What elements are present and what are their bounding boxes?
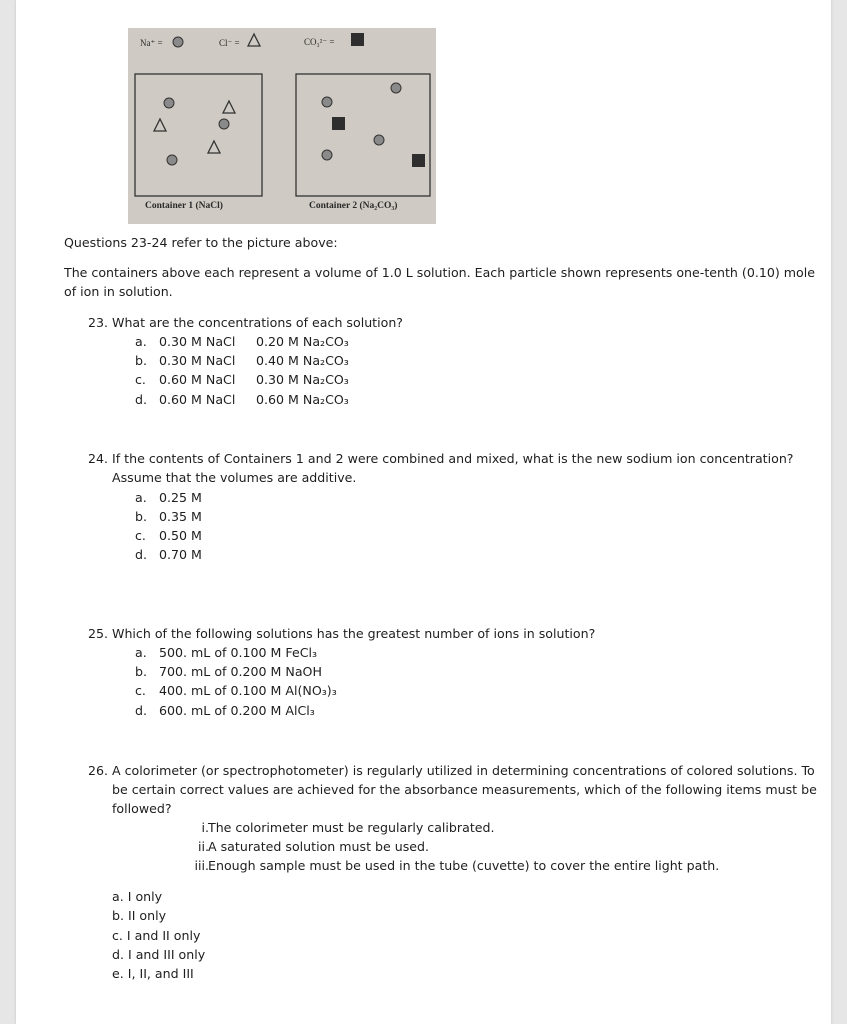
carbonate-ion-icon [332, 117, 345, 130]
q23-option-letter: b. [135, 353, 147, 368]
q24-option-text: 0.70 M [159, 547, 202, 562]
question-25-text: Which of the following solutions has the greatest number of ions in solution? [112, 626, 596, 641]
q26-option: c. I and II only [112, 928, 201, 943]
question-25-number: 25. [88, 626, 109, 641]
q23-option-na2co3: 0.60 M Na₂CO₃ [256, 392, 349, 407]
chloride-ion-icon [223, 101, 235, 113]
container-1-box [135, 74, 262, 196]
sodium-ion-icon [164, 98, 174, 108]
question-24-text-line-1: If the contents of Containers 1 and 2 were combined and mixed, what is the new sodium ion concentration? [112, 451, 794, 466]
sodium-ion-icon [322, 150, 332, 160]
legend-cl-label: Cl⁻ = [219, 38, 240, 48]
q26-item-text: A saturated solution must be used. [208, 839, 430, 854]
question-26-text-line-2: be certain correct values are achieved for the absorbance measurements, which of the following items must be [112, 782, 817, 797]
q24-option-letter: b. [135, 509, 147, 524]
q26-item-numeral: i. [201, 820, 209, 835]
intro-paragraph-line-2: of ion in solution. [64, 284, 173, 299]
containers-diagram [128, 28, 436, 224]
q26-option: d. I and III only [112, 947, 206, 962]
q25-option-text: 500. mL of 0.100 M FeCl₃ [159, 645, 318, 660]
q24-option-text: 0.25 M [159, 490, 202, 505]
q26-option: b. II only [112, 908, 167, 923]
sodium-ion-icon [391, 83, 401, 93]
q24-option-text: 0.35 M [159, 509, 202, 524]
sodium-ion-icon [219, 119, 229, 129]
sodium-ion-icon [322, 97, 332, 107]
q23-option-na2co3: 0.40 M Na₂CO₃ [256, 353, 349, 368]
sodium-ion-legend-icon [173, 37, 183, 47]
q23-option-nacl: 0.30 M NaCl [159, 334, 236, 349]
sodium-ion-icon [167, 155, 177, 165]
question-23-text: What are the concentrations of each solution? [112, 315, 403, 330]
chloride-ion-icon [154, 119, 166, 131]
q23-option-nacl: 0.30 M NaCl [159, 353, 236, 368]
q25-option-letter: b. [135, 664, 147, 679]
q25-option-text: 700. mL of 0.200 M NaOH [159, 664, 322, 679]
q24-option-letter: c. [135, 528, 146, 543]
sodium-ion-icon [374, 135, 384, 145]
q24-option-letter: a. [135, 490, 147, 505]
chloride-ion-legend-icon [248, 34, 260, 46]
document-page [16, 0, 831, 1024]
q25-option-letter: a. [135, 645, 147, 660]
q25-option-letter: c. [135, 683, 146, 698]
question-23-number: 23. [88, 315, 109, 330]
q23-option-nacl: 0.60 M NaCl [159, 372, 236, 387]
q26-item-numeral: iii. [194, 858, 209, 873]
q25-option-text: 400. mL of 0.100 M Al(NO₃)₃ [159, 683, 337, 698]
question-24-text-line-2: Assume that the volumes are additive. [112, 470, 357, 485]
container-2-box [296, 74, 430, 196]
q23-option-na2co3: 0.30 M Na₂CO₃ [256, 372, 349, 387]
legend-co3-label: CO₃²⁻ = [304, 37, 335, 47]
container-1-label: Container 1 (NaCl) [145, 201, 223, 211]
chloride-ion-icon [208, 141, 220, 153]
q24-option-letter: d. [135, 547, 147, 562]
question-26-number: 26. [88, 763, 109, 778]
carbonate-ion-legend-icon [351, 33, 364, 46]
q23-option-letter: c. [135, 372, 146, 387]
q25-option-text: 600. mL of 0.200 M AlCl₃ [159, 703, 315, 718]
q26-item-text: The colorimeter must be regularly calibrated. [208, 820, 495, 835]
container-2-label: Container 2 (Na₂CO₃) [309, 201, 398, 211]
q23-option-letter: d. [135, 392, 147, 407]
intro-paragraph-line-1: The containers above each represent a volume of 1.0 L solution. Each particle shown represents one-tenth (0.10) mole [64, 265, 815, 280]
q26-item-numeral: ii. [197, 839, 209, 854]
carbonate-ion-icon [412, 154, 425, 167]
questions-heading: Questions 23-24 refer to the picture above: [64, 235, 338, 250]
q26-option: e. I, II, and III [112, 966, 194, 981]
q26-option: a. I only [112, 889, 163, 904]
question-26-text-line-3: followed? [112, 801, 172, 816]
q24-option-text: 0.50 M [159, 528, 202, 543]
question-24-number: 24. [88, 451, 109, 466]
q26-item-text: Enough sample must be used in the tube (cuvette) to cover the entire light path. [208, 858, 720, 873]
question-26-text-line-1: A colorimeter (or spectrophotometer) is regularly utilized in determining concentrations of colored solutions. To [112, 763, 815, 778]
q23-option-na2co3: 0.20 M Na₂CO₃ [256, 334, 349, 349]
q23-option-nacl: 0.60 M NaCl [159, 392, 236, 407]
q23-option-letter: a. [135, 334, 147, 349]
legend-na-label: Na⁺ = [140, 38, 163, 48]
ion-containers-figure [128, 28, 436, 224]
q25-option-letter: d. [135, 703, 147, 718]
